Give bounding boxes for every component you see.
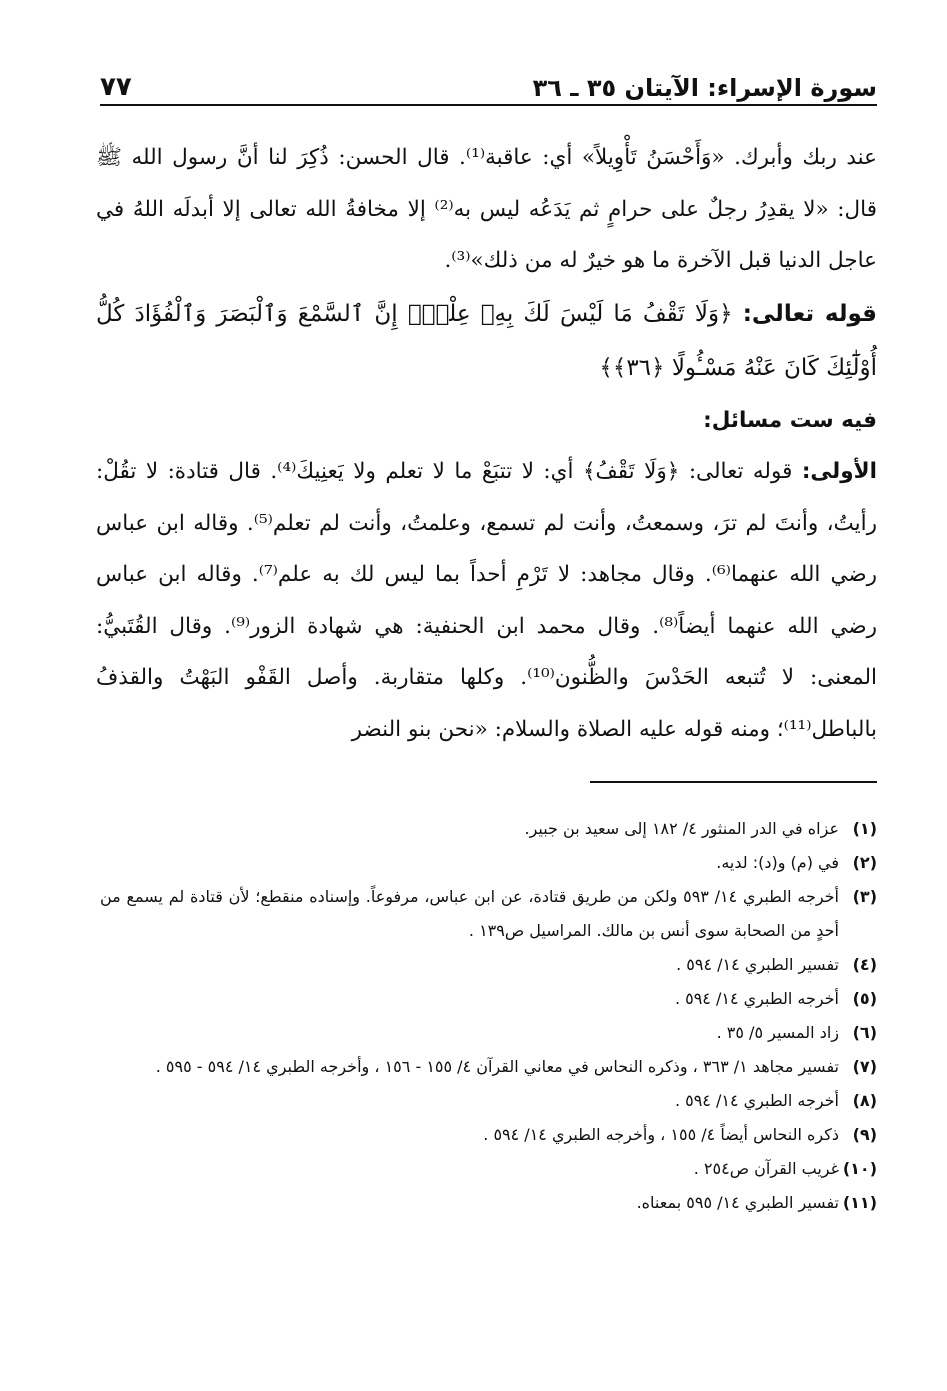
first-issue-text: قوله تعالى: ﴿وَلَا تَقْفُ﴾ أي: لا تتبَعْ ما لا تعلم ولا يَعنِيكَ⁽⁴⁾. قال قتادة: لا تقُلْ: رأيتُ، وأنتَ لم ترَ، وسمعتُ، وأنت لم تسمع، وعلمتُ، وأنت لم تعلم⁽⁵⁾. وقاله ابن عباس رضي الله عنهما⁽⁶⁾. وقال مجاهد: لا تَرْمِ أحداً بما ليس لك به علم⁽⁷⁾. وقاله ابن عباس رضي الله عنهما أيضاً⁽⁸⁾. وقال محمد ابن الحنفية: هي شهادة الزور⁽⁹⁾. وقال القُتَبيُّ: المعنى: لا تُتبعه الحَدْسَ والظُّنون⁽¹⁰⁾. وكلها متقاربة. وأصل القَفْو البَهْتُ والقذفُ بالباطل⁽¹¹⁾؛ ومنه قوله عليه الصلاة والسلام: «نحن بنو النضر bbox=[96, 459, 878, 742]
footnote-text: تفسير الطبري ١٤/ ٥٩٤ . bbox=[676, 955, 839, 974]
footnote bbox=[100, 1084, 877, 1118]
footnote bbox=[100, 1118, 877, 1152]
footnote-number: (١٠) bbox=[842, 1159, 877, 1178]
page-number: ٧٧ bbox=[100, 72, 132, 102]
footnote bbox=[100, 846, 877, 880]
footnote-text: عزاه في الدر المنثور ٤/ ١٨٢ إلى سعيد بن جبير. bbox=[524, 819, 839, 838]
footnote bbox=[100, 1016, 877, 1050]
footnote bbox=[100, 982, 877, 1016]
footnote-text: تفسير مجاهد ١/ ٣٦٣ ، وذكره النحاس في معاني القرآن ٤/ ١٥٥ - ١٥٦ ، وأخرجه الطبري ١٤/ ٥٩٤ - ٥٩٥ . bbox=[155, 1057, 839, 1076]
footnote bbox=[100, 812, 877, 846]
running-title: سورة الإسراء: الآيتان ٣٥ ـ ٣٦ bbox=[532, 74, 877, 102]
footnote bbox=[100, 1186, 877, 1220]
footnote bbox=[100, 1152, 877, 1186]
verse-paragraph bbox=[96, 287, 877, 395]
section-title: فيه ست مسائل: bbox=[703, 407, 877, 433]
header-rule bbox=[100, 104, 877, 106]
footnote-text: أخرجه الطبري ١٤/ ٥٩٤ . bbox=[674, 989, 839, 1008]
footnote-text: غريب القرآن ص٢٥٤ . bbox=[693, 1159, 839, 1178]
footnote-text: ذكره النحاس أيضاً ٤/ ١٥٥ ، وأخرجه الطبري ١٤/ ٥٩٤ . bbox=[483, 1125, 839, 1144]
footnote-number: (٨) bbox=[852, 1091, 877, 1110]
footnote-rule bbox=[590, 781, 877, 783]
footnote-number: (٢) bbox=[852, 853, 877, 872]
footnote-number: (٣) bbox=[852, 887, 877, 906]
footnote-text: تفسير الطبري ١٤/ ٥٩٥ بمعناه. bbox=[636, 1193, 839, 1212]
footnote-number: (٤) bbox=[852, 955, 877, 974]
verse-lead: قوله تعالى: bbox=[742, 300, 877, 327]
main-text bbox=[96, 132, 877, 755]
footnote bbox=[100, 880, 877, 948]
footnote-number: (٧) bbox=[852, 1057, 877, 1076]
footnote-text: أخرجه الطبري ١٤/ ٥٩٣ ولكن من طريق قتادة، عن ابن عباس، مرفوعاً. وإسناده منقطع؛ لأن قتادة لم يسمع من أحدٍ من الصحابة سوى أنس بن مالك. المراسيل ص١٣٩ . bbox=[100, 887, 839, 940]
section-title-paragraph bbox=[96, 395, 877, 447]
footnotes bbox=[100, 812, 877, 1220]
footnote-text: في (م) و(د): لديه. bbox=[716, 853, 839, 872]
footnote-text: أخرجه الطبري ١٤/ ٥٩٤ . bbox=[674, 1091, 839, 1110]
verse-text: ﴿وَلَا تَقْفُ مَا لَيْسَ لَكَ بِهِۦ عِلْمٌۚ إِنَّ ٱلسَّمْعَ وَٱلْبَصَرَ وَٱلْفُؤَادَ كُلُّ أُوْلَٰٓئِكَ كَانَ عَنْهُ مَسْـُٔولًا ﴿٣٦﴾﴾ bbox=[96, 300, 877, 381]
footnote-number: (٩) bbox=[852, 1125, 877, 1144]
footnote-number: (١) bbox=[852, 819, 877, 838]
intro-paragraph: عند ربك وأبرك. «وَأَحْسَنُ تَأْوِيلاً» أي: عاقبة⁽¹⁾. قال الحسن: ذُكِرَ لنا أنَّ رسول الله ﷺ قال: «لا يقدِرُ رجلٌ على حرامٍ ثم يَدَعُه ليس به⁽²⁾ إلا مخافةُ الله تعالى إلا أبدلَه اللهُ في عاجل الدنيا قبل الآخرة ما هو خيرٌ له من ذلك»⁽³⁾. bbox=[96, 145, 877, 273]
footnote-number: (٥) bbox=[852, 989, 877, 1008]
first-issue-paragraph bbox=[96, 446, 877, 755]
footnote bbox=[100, 948, 877, 982]
page-header bbox=[100, 58, 877, 102]
footnote bbox=[100, 1050, 877, 1084]
footnote-number: (١١) bbox=[842, 1193, 877, 1212]
footnote-text: زاد المسير ٥/ ٣٥ . bbox=[716, 1023, 839, 1042]
footnote-number: (٦) bbox=[852, 1023, 877, 1042]
first-issue-lead: الأولى: bbox=[801, 459, 877, 484]
